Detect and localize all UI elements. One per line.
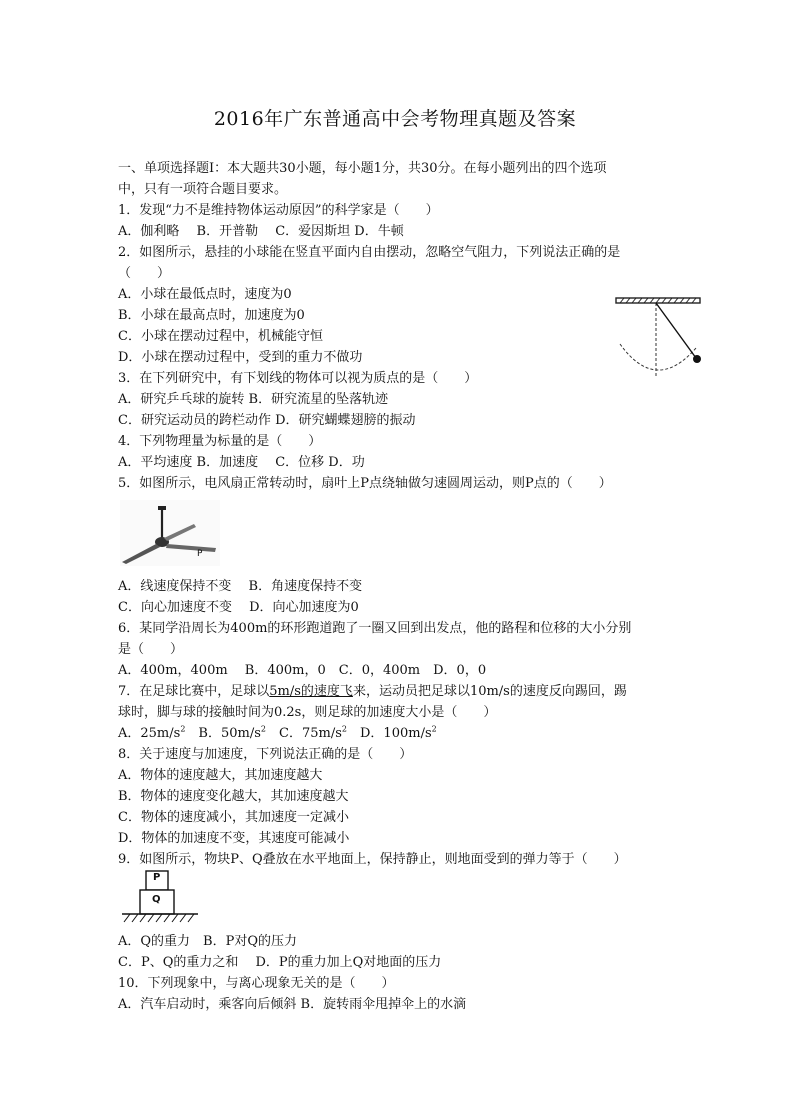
question-7-option-d: D．100m/s bbox=[360, 726, 432, 741]
question-7-option-c-exponent: 2 bbox=[341, 724, 347, 734]
section-instructions-line-2: 中，只有一项符合题目要求。 bbox=[118, 182, 288, 197]
fan-drawing bbox=[120, 500, 220, 566]
question-2-option-c: C．小球在摆动过程中，机械能守恒 bbox=[118, 329, 323, 344]
question-9-stem: 9．如图所示，物块P、Q叠放在水平地面上，保持静止，则地面受到的弹力等于（ ） bbox=[118, 852, 627, 867]
question-7-stem-post: 来，运动员把足球以10m/s的速度反向踢回，踢 bbox=[352, 684, 627, 699]
question-2-option-b: B．小球在最高点时，加速度为0 bbox=[118, 308, 305, 323]
question-4-stem: 4．下列物理量为标量的是（ ） bbox=[118, 434, 322, 449]
question-6-stem-line-2: 是（ ） bbox=[118, 642, 184, 657]
fan-point-label: P bbox=[197, 549, 203, 559]
question-7-option-a-exponent: 2 bbox=[180, 724, 186, 734]
question-8-option-b: B．物体的速度变化越大，其加速度越大 bbox=[118, 789, 349, 804]
page-title: 2016年广东普通高中会考物理真题及答案 bbox=[213, 108, 577, 130]
question-1-options: A．伽利略 B．开普勒 C．爱因斯坦 D．牛顿 bbox=[118, 224, 404, 239]
question-7-option-d-exponent: 2 bbox=[431, 724, 437, 734]
question-10-stem: 10．下列现象中，与离心现象无关的是（ ） bbox=[118, 976, 395, 991]
question-2-option-d: D．小球在摆动过程中，受到的重力不做功 bbox=[118, 350, 363, 365]
question-8-option-c: C．物体的速度减小，其加速度一定减小 bbox=[118, 810, 349, 825]
question-9-options-line-1: A．Q的重力 B．P对Q的压力 bbox=[118, 934, 298, 949]
stacked-blocks-figure bbox=[120, 866, 200, 930]
question-5-options-line-2: C．向心加速度不变 D．向心加速度为0 bbox=[118, 600, 359, 615]
question-10-options-line-1: A．汽车启动时，乘客向后倾斜 B．旋转雨伞甩掉伞上的水滴 bbox=[118, 997, 467, 1012]
question-7-stem-line-1 bbox=[118, 683, 627, 701]
question-8-stem: 8．关于速度与加速度，下列说法正确的是（ ） bbox=[118, 747, 413, 762]
question-1-stem: 1．发现“力不是维持物体运动原因”的科学家是（ ） bbox=[118, 203, 439, 218]
block-p-label: P bbox=[153, 872, 161, 883]
question-7-option-c: C．75m/s bbox=[279, 726, 342, 741]
question-9-options-line-2: C．P、Q的重力之和 D．P的重力加上Q对地面的压力 bbox=[118, 955, 442, 970]
question-2-stem-line-1: 2．如图所示，悬挂的小球能在竖直平面内自由摆动，忽略空气阻力，下列说法正确的是 bbox=[118, 245, 621, 260]
question-7-option-b-exponent: 2 bbox=[260, 724, 266, 734]
question-6-stem-line-1: 6．某同学沿周长为400m的环形跑道跑了一圈又回到出发点，他的路程和位移的大小分别 bbox=[118, 621, 632, 636]
question-4-options: A．平均速度 B．加速度 C．位移 D．功 bbox=[118, 455, 365, 470]
section-instructions-line-1: 一、单项选择题Ⅰ：本大题共30小题，每小题1分，共30分。在每小题列出的四个选项 bbox=[118, 161, 607, 176]
question-7-option-b: B．50m/s bbox=[198, 726, 261, 741]
question-3-stem: 3．在下列研究中，有下划线的物体可以视为质点的是（ ） bbox=[118, 371, 478, 386]
question-3-options-line-2: C．研究运动员的跨栏动作 D．研究蝴蝶翅膀的振动 bbox=[118, 413, 416, 428]
question-7-underlined-text: 5m/s的速度飞 bbox=[269, 684, 353, 699]
question-7-options bbox=[118, 725, 437, 743]
question-5-stem: 5．如图所示，电风扇正常转动时，扇叶上P点绕轴做匀速圆周运动，则P点的（ ） bbox=[118, 476, 612, 491]
question-7-stem-pre: 7．在足球比赛中，足球以 bbox=[118, 684, 270, 699]
question-2-stem-line-2: （ ） bbox=[118, 266, 171, 281]
question-3-options-line-1: A．研究乒乓球的旋转 B．研究流星的坠落轨迹 bbox=[118, 392, 389, 407]
pendulum-figure bbox=[612, 292, 708, 384]
question-2-option-a: A．小球在最低点时，速度为0 bbox=[118, 287, 292, 302]
question-7-option-a: A．25m/s bbox=[118, 726, 181, 741]
block-q-label: Q bbox=[152, 894, 161, 905]
question-8-option-d: D．物体的加速度不变，其速度可能减小 bbox=[118, 831, 350, 846]
question-7-stem-line-2: 球时，脚与球的接触时间为0.2s，则足球的加速度大小是（ ） bbox=[118, 705, 497, 720]
question-8-option-a: A．物体的速度越大，其加速度越大 bbox=[118, 768, 323, 783]
ceiling-fan-figure bbox=[120, 500, 220, 566]
question-5-options-line-1: A．线速度保持不变 B．角速度保持不变 bbox=[118, 579, 363, 594]
question-6-options: A．400m，400m B．400m，0 C．0，400m D．0，0 bbox=[118, 663, 487, 678]
